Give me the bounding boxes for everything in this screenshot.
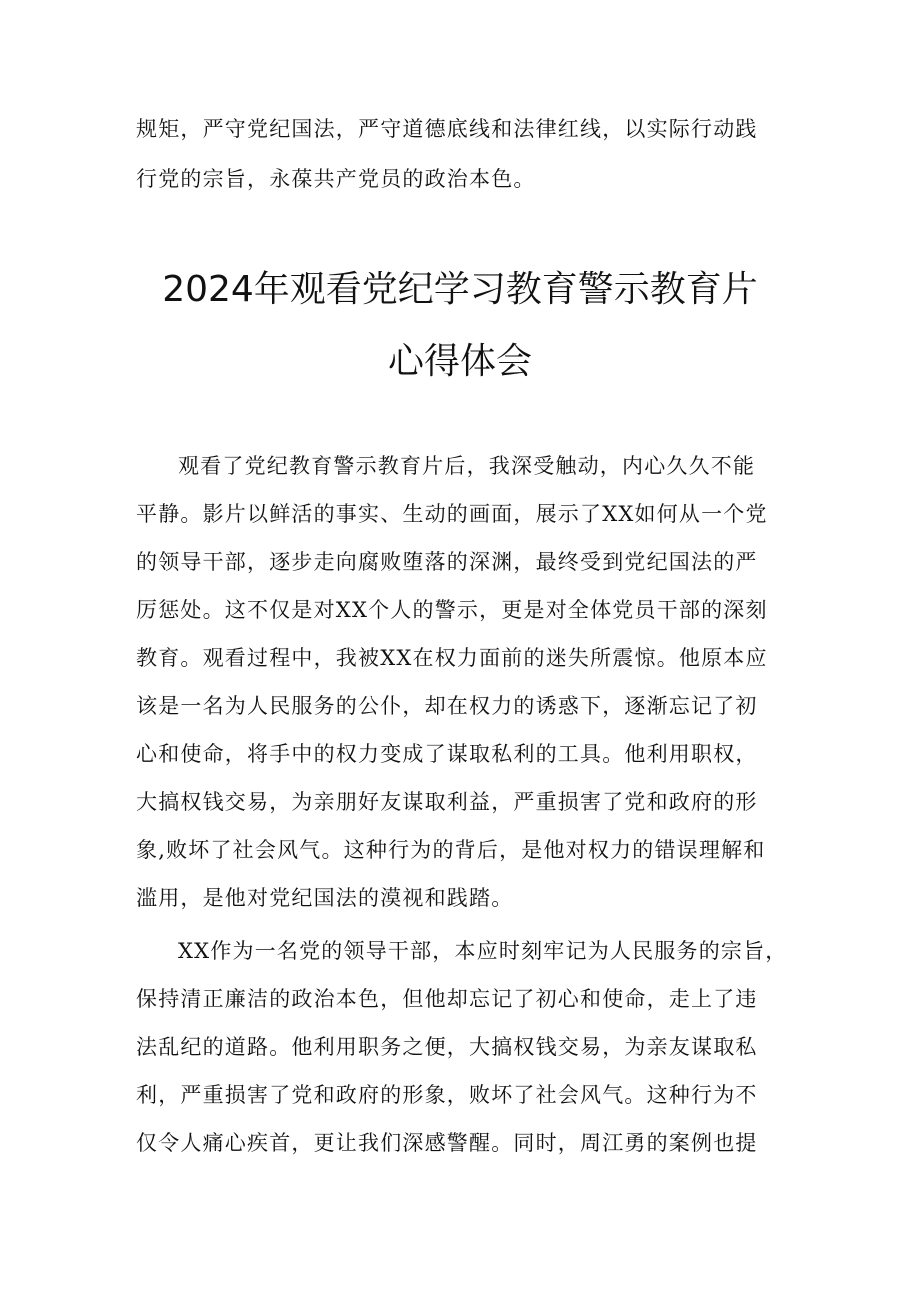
continuation-line-2: 行党的宗旨，永葆共产党员的政治本色。 bbox=[136, 167, 536, 191]
paragraph2-line-5: 仅令人痛心疾首，更让我们深感警醒。同时，周江勇的案例也提 bbox=[136, 1131, 758, 1155]
paragraph1-line-2: 平静。影片以鲜活的事实、生动的画面，展示了XX如何从一个党 bbox=[136, 502, 768, 526]
paragraph1-line-3: 的领导干部，逐步走向腐败堕落的深渊，最终受到党纪国法的严 bbox=[136, 550, 758, 574]
paragraph1-line-8: 大搞权钱交易，为亲朋好友谋取利益，严重损害了党和政府的形 bbox=[136, 790, 758, 814]
paragraph1-line-7: 心和使命，将手中的权力变成了谋取私利的工具。他利用职权， bbox=[136, 742, 758, 766]
paragraph2-line-1: XX作为一名党的领导干部，本应时刻牢记为人民服务的宗旨， bbox=[178, 939, 788, 963]
paragraph1-line-5: 教育。观看过程中，我被XX在权力面前的迷失所震惊。他原本应 bbox=[136, 646, 768, 670]
paragraph1-line-9: 象,败坏了社会风气。这种行为的背后，是他对权力的错误理解和 bbox=[136, 838, 766, 862]
continuation-line-1: 规矩，严守党纪国法，严守道德底线和法律红线，以实际行动践 bbox=[136, 117, 758, 141]
paragraph1-line-1: 观看了党纪教育警示教育片后，我深受触动，内心久久不能 bbox=[178, 454, 756, 478]
paragraph2-line-3: 法乱纪的道路。他利用职务之便，大搞权钱交易，为亲友谋取私 bbox=[136, 1035, 758, 1059]
paragraph1-line-4: 厉惩处。这不仅是对XX个人的警示，更是对全体党员干部的深刻 bbox=[136, 598, 768, 622]
paragraph2-line-4: 利，严重损害了党和政府的形象，败坏了社会风气。这种行为不 bbox=[136, 1083, 758, 1107]
paragraph1-line-10: 滥用，是他对党纪国法的漠视和践踏。 bbox=[136, 886, 514, 910]
paragraph1-line-6: 该是一名为人民服务的公仆，却在权力的诱惑下，逐渐忘记了初 bbox=[136, 694, 758, 718]
document-title-line-1: 2024年观看党纪学习教育警示教育片 bbox=[162, 269, 758, 310]
document-title-line-2: 心得体会 bbox=[387, 341, 532, 382]
paragraph2-line-2: 保持清正廉洁的政治本色，但他却忘记了初心和使命，走上了违 bbox=[136, 987, 758, 1011]
